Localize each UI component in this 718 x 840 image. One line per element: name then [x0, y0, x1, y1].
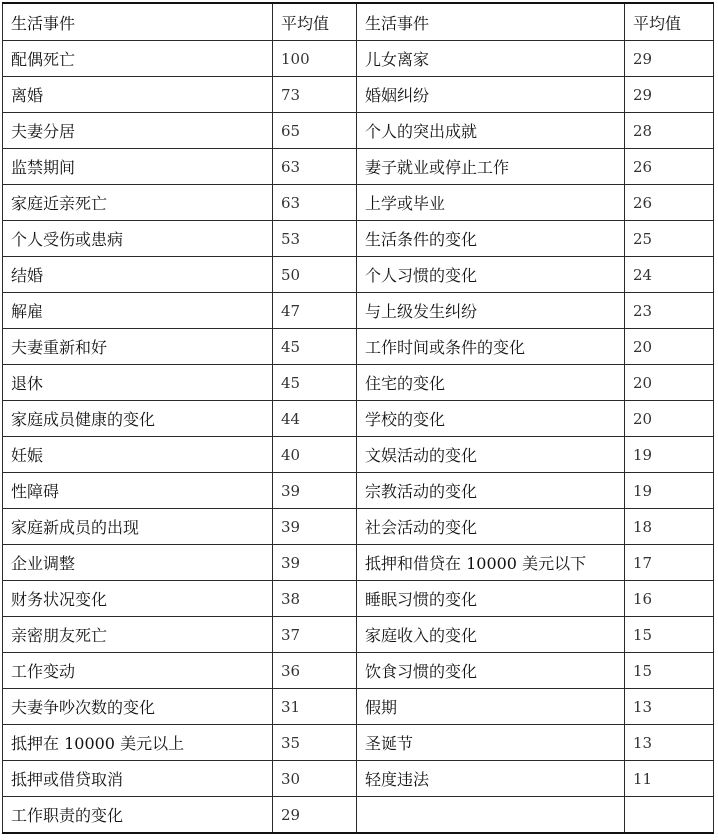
value-left-cell: 39	[273, 545, 357, 581]
table-row	[3, 689, 714, 725]
value-left-cell: 45	[273, 365, 357, 401]
event-left-cell: 亲密朋友死亡	[3, 617, 273, 653]
table-row	[3, 329, 714, 365]
event-right-cell: 个人习惯的变化	[357, 257, 625, 293]
event-left-cell: 抵押在 10000 美元以上	[3, 725, 273, 761]
event-left-cell: 监禁期间	[3, 149, 273, 185]
value-right-cell	[625, 797, 714, 834]
value-left-cell: 36	[273, 653, 357, 689]
event-right-cell	[357, 797, 625, 834]
table-row	[3, 113, 714, 149]
table-row	[3, 725, 714, 761]
event-right-cell: 轻度违法	[357, 761, 625, 797]
event-left-cell: 家庭近亲死亡	[3, 185, 273, 221]
value-right-cell: 19	[625, 437, 714, 473]
life-events-table	[2, 2, 714, 834]
value-right-cell: 15	[625, 617, 714, 653]
value-right-cell: 23	[625, 293, 714, 329]
event-left-cell: 离婚	[3, 77, 273, 113]
value-right-cell: 13	[625, 725, 714, 761]
table-row	[3, 653, 714, 689]
event-left-cell: 退休	[3, 365, 273, 401]
event-right-cell: 妻子就业或停止工作	[357, 149, 625, 185]
value-left-cell: 50	[273, 257, 357, 293]
value-left-cell: 39	[273, 509, 357, 545]
value-left-cell: 63	[273, 149, 357, 185]
value-right-cell: 26	[625, 149, 714, 185]
table-row	[3, 149, 714, 185]
table-row	[3, 293, 714, 329]
value-right-cell: 11	[625, 761, 714, 797]
table-header-row	[3, 3, 714, 41]
table-row	[3, 797, 714, 834]
event-right-cell: 睡眠习惯的变化	[357, 581, 625, 617]
value-left-cell: 35	[273, 725, 357, 761]
event-left-cell: 夫妻重新和好	[3, 329, 273, 365]
value-left-cell: 38	[273, 581, 357, 617]
table-row	[3, 185, 714, 221]
table-row	[3, 581, 714, 617]
event-left-cell: 家庭成员健康的变化	[3, 401, 273, 437]
event-right-cell: 工作时间或条件的变化	[357, 329, 625, 365]
event-right-cell: 个人的突出成就	[357, 113, 625, 149]
value-left-cell: 65	[273, 113, 357, 149]
value-right-cell: 26	[625, 185, 714, 221]
table-body	[3, 41, 714, 834]
table-row	[3, 437, 714, 473]
event-left-cell: 结婚	[3, 257, 273, 293]
value-right-cell: 13	[625, 689, 714, 725]
event-right-cell: 上学或毕业	[357, 185, 625, 221]
value-left-cell: 45	[273, 329, 357, 365]
table-row	[3, 509, 714, 545]
event-left-cell: 抵押或借贷取消	[3, 761, 273, 797]
value-left-cell: 63	[273, 185, 357, 221]
event-right-cell: 与上级发生纠纷	[357, 293, 625, 329]
event-right-cell: 抵押和借贷在 10000 美元以下	[357, 545, 625, 581]
value-right-cell: 28	[625, 113, 714, 149]
event-right-cell: 宗教活动的变化	[357, 473, 625, 509]
value-left-cell: 53	[273, 221, 357, 257]
event-right-cell: 假期	[357, 689, 625, 725]
event-right-cell: 文娱活动的变化	[357, 437, 625, 473]
event-left-cell: 妊娠	[3, 437, 273, 473]
event-right-cell: 家庭收入的变化	[357, 617, 625, 653]
value-left-cell: 44	[273, 401, 357, 437]
header-event-right: 生活事件	[357, 3, 625, 41]
value-right-cell: 29	[625, 77, 714, 113]
event-left-cell: 财务状况变化	[3, 581, 273, 617]
header-value-left: 平均值	[273, 3, 357, 41]
event-left-cell: 夫妻分居	[3, 113, 273, 149]
value-right-cell: 16	[625, 581, 714, 617]
value-left-cell: 39	[273, 473, 357, 509]
table-row	[3, 545, 714, 581]
table-row	[3, 221, 714, 257]
event-left-cell: 企业调整	[3, 545, 273, 581]
event-right-cell: 圣诞节	[357, 725, 625, 761]
event-left-cell: 个人受伤或患病	[3, 221, 273, 257]
value-right-cell: 18	[625, 509, 714, 545]
event-right-cell: 社会活动的变化	[357, 509, 625, 545]
event-left-cell: 工作变动	[3, 653, 273, 689]
table-row	[3, 257, 714, 293]
table-row	[3, 401, 714, 437]
table-row	[3, 617, 714, 653]
life-events-table-container	[2, 2, 713, 836]
value-right-cell: 17	[625, 545, 714, 581]
event-left-cell: 工作职责的变化	[3, 797, 273, 834]
event-right-cell: 婚姻纠纷	[357, 77, 625, 113]
header-value-right: 平均值	[625, 3, 714, 41]
value-right-cell: 20	[625, 329, 714, 365]
event-right-cell: 学校的变化	[357, 401, 625, 437]
table-row	[3, 77, 714, 113]
event-right-cell: 饮食习惯的变化	[357, 653, 625, 689]
table-row	[3, 365, 714, 401]
value-left-cell: 100	[273, 41, 357, 77]
value-right-cell: 29	[625, 41, 714, 77]
event-left-cell: 性障碍	[3, 473, 273, 509]
event-left-cell: 配偶死亡	[3, 41, 273, 77]
value-left-cell: 40	[273, 437, 357, 473]
value-left-cell: 37	[273, 617, 357, 653]
value-left-cell: 73	[273, 77, 357, 113]
value-left-cell: 31	[273, 689, 357, 725]
event-right-cell: 生活条件的变化	[357, 221, 625, 257]
value-right-cell: 24	[625, 257, 714, 293]
event-left-cell: 解雇	[3, 293, 273, 329]
event-right-cell: 儿女离家	[357, 41, 625, 77]
table-row	[3, 41, 714, 77]
header-event-left: 生活事件	[3, 3, 273, 41]
value-left-cell: 47	[273, 293, 357, 329]
value-left-cell: 29	[273, 797, 357, 834]
value-right-cell: 19	[625, 473, 714, 509]
value-left-cell: 30	[273, 761, 357, 797]
value-right-cell: 20	[625, 401, 714, 437]
event-left-cell: 家庭新成员的出现	[3, 509, 273, 545]
event-left-cell: 夫妻争吵次数的变化	[3, 689, 273, 725]
event-right-cell: 住宅的变化	[357, 365, 625, 401]
value-right-cell: 20	[625, 365, 714, 401]
value-right-cell: 15	[625, 653, 714, 689]
table-row	[3, 473, 714, 509]
value-right-cell: 25	[625, 221, 714, 257]
table-row	[3, 761, 714, 797]
